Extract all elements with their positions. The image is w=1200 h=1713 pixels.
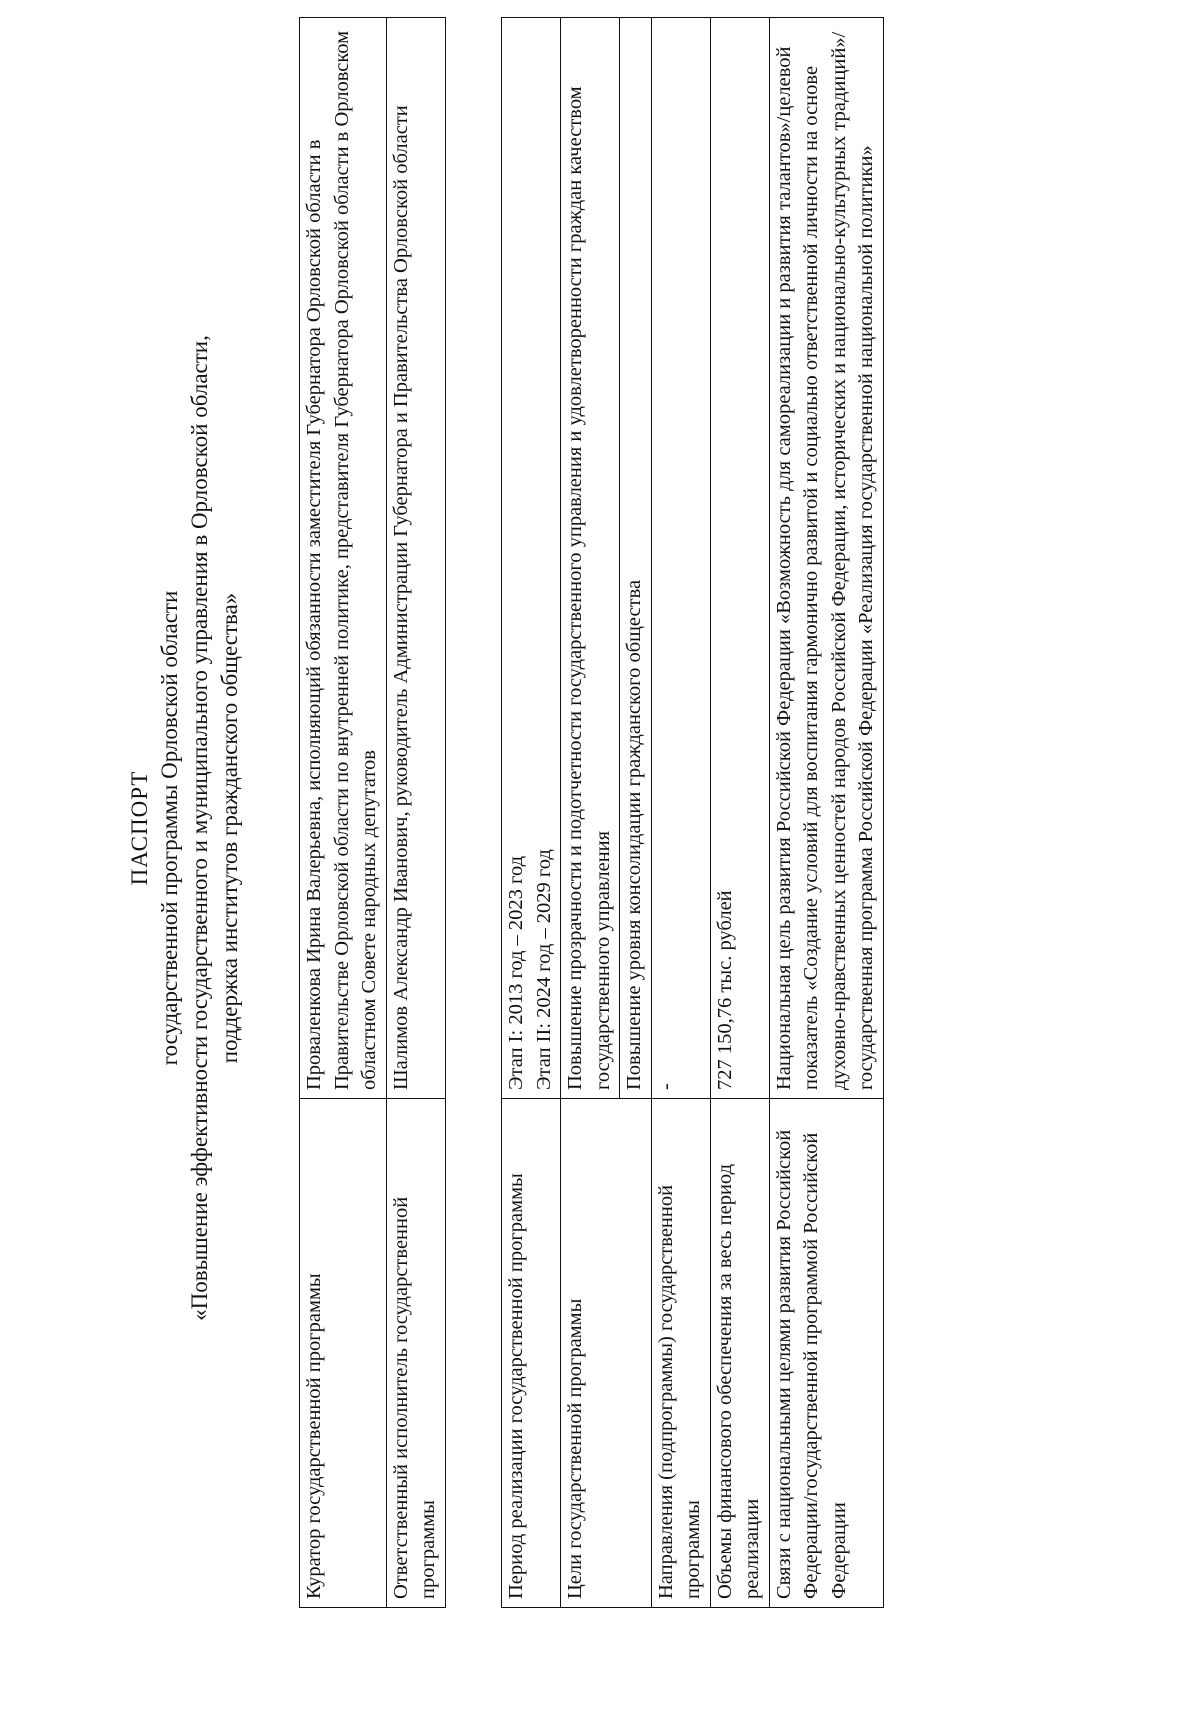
document-subtitle: государственной программы Орловской области <box>157 590 182 1066</box>
document-title: ПАСПОРТ <box>127 770 152 886</box>
finance-value: 727 150,76 тыс. рублей <box>710 18 769 1099</box>
table-row <box>300 18 387 1608</box>
table-row <box>651 18 710 1608</box>
goal-1: Повышение прозрачности и подотчетности государственного управления и удовлетворенности граждан качеством государственного управления <box>561 18 620 1099</box>
period-stage-1: Этап I: 2013 год – 2023 год <box>505 855 527 1090</box>
executor-value: Шалимов Александр Иванович, руководитель Администрации Губернатора и Правительства Орловской области <box>386 18 445 1099</box>
table-row <box>502 18 561 1608</box>
directions-label: Направления (подпрограммы) государственной программы <box>651 1099 710 1608</box>
directions-value: - <box>651 18 710 1099</box>
table-row <box>561 18 620 1608</box>
period-label: Период реализации государственной программы <box>502 1099 561 1608</box>
finance-label: Объемы финансового обеспечения за весь период реализации <box>710 1099 769 1608</box>
links-label: Связи с национальными целями развития Российской Федерации/государственной программой Российской Федерации <box>769 1099 883 1608</box>
document-header <box>125 28 245 1628</box>
curator-value: Проваленкова Ирина Валерьевна, исполняющий обязанности заместителя Губернатора Орловской области в Правительстве Орловской области по внутренней политике, представителя Губернатора Орловской области в Орловском областном Совете народных депутатов <box>300 18 387 1099</box>
period-value <box>502 18 561 1099</box>
program-name-line-1: «Повышение эффективности государственного и муниципального управления в Орловской области, <box>187 335 212 1321</box>
document-page <box>125 28 1200 1628</box>
period-stage-2: Этап II: 2024 год – 2029 год <box>532 849 555 1090</box>
passport-table-main <box>501 17 884 1608</box>
curator-label: Куратор государственной программы <box>300 1099 387 1608</box>
table-row <box>386 18 445 1608</box>
table-row <box>769 18 883 1608</box>
goal-2: Повышение уровня консолидации гражданского общества <box>620 18 652 1099</box>
program-name-line-2: поддержка институтов гражданского общества» <box>217 592 242 1064</box>
goals-label: Цели государственной программы <box>561 1099 652 1608</box>
links-value: Национальная цель развития Российской Федерации «Возможность для самореализации и развития талантов»/целевой показатель «Создание условий для воспитания гармонично развитой и социально ответственной личности на основе духовно-нравственных ценностей народов Российской Федерации, исторических и национально-культурных традиций»/государственная программа Российской Федерации «Реализация государственной национальной политики» <box>769 18 883 1099</box>
table-row <box>710 18 769 1608</box>
passport-table-responsible <box>299 17 446 1608</box>
executor-label: Ответственный исполнитель государственной программы <box>386 1099 445 1608</box>
